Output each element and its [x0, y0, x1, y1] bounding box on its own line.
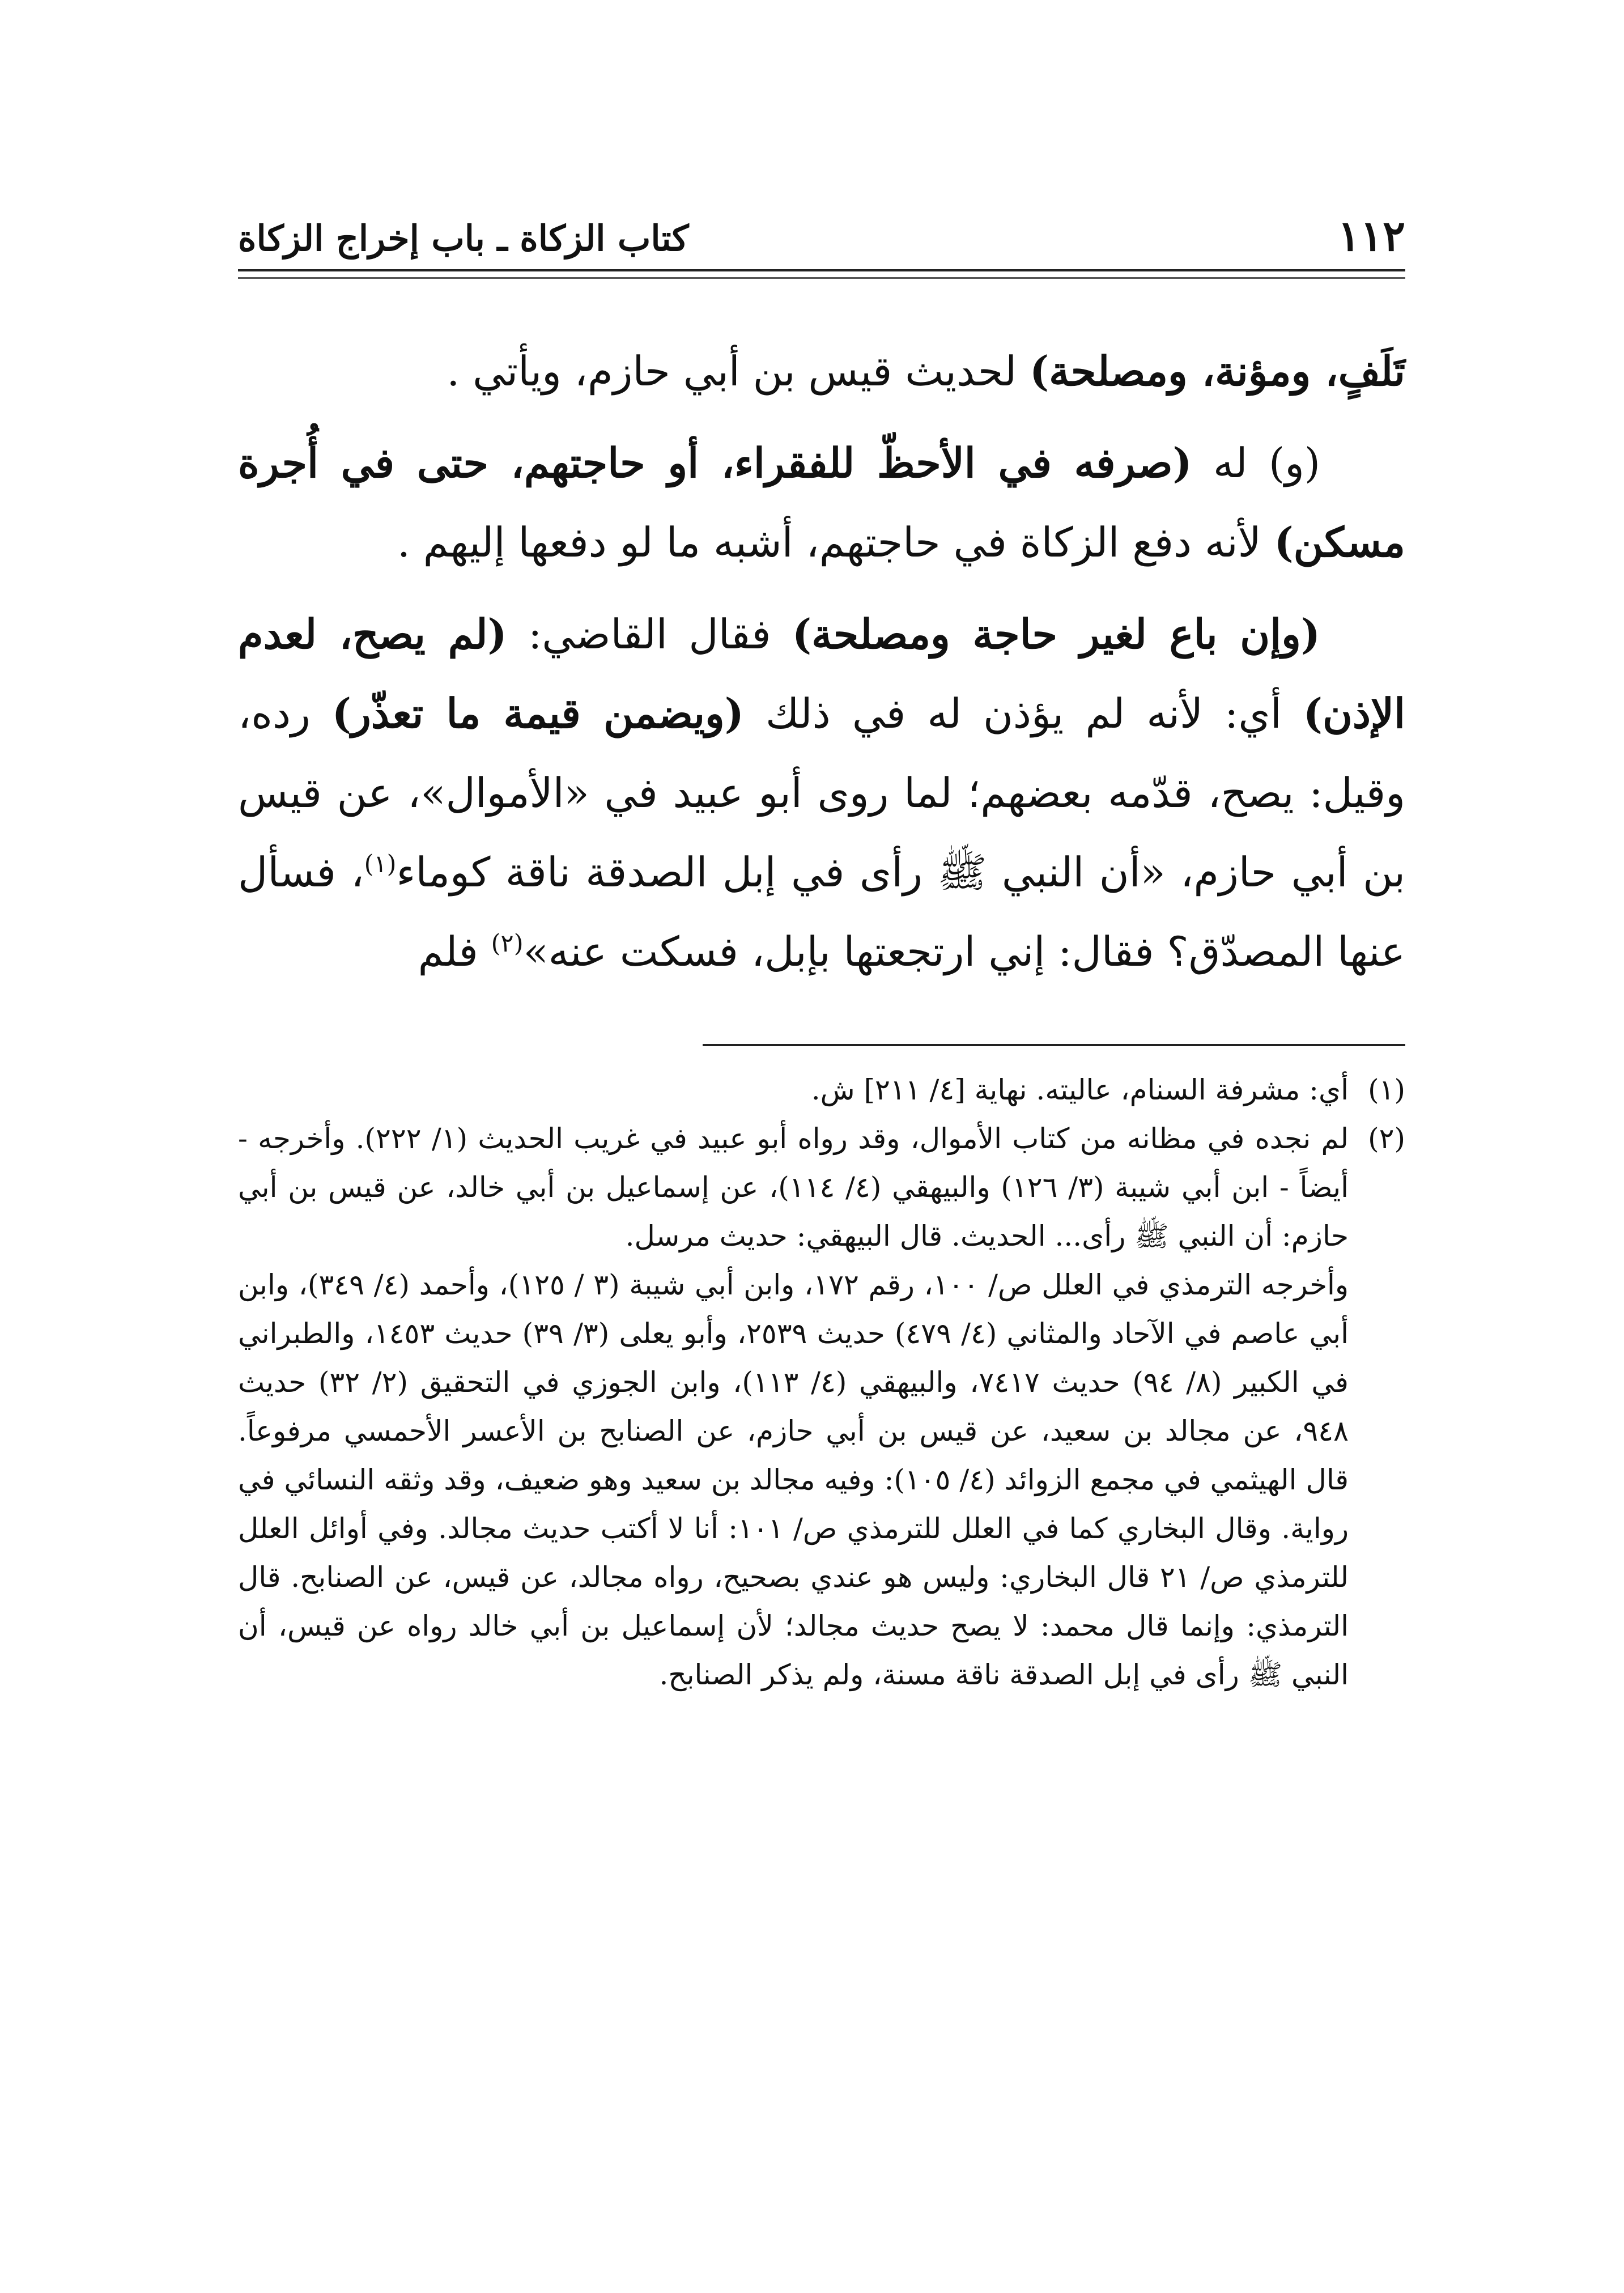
- page-number: ١١٢: [1337, 212, 1405, 261]
- running-title: كتاب الزكاة ـ باب إخراج الزكاة: [238, 218, 689, 259]
- paragraph-2: [238, 423, 1405, 582]
- footnote-ref-2: (٢): [491, 929, 524, 958]
- bold-phrase: (وإن باع لغير حاجة ومصلحة): [792, 610, 1320, 658]
- header-rule: [238, 269, 1405, 279]
- body-text: (و) له: [1192, 439, 1320, 487]
- footnote-ref-1: (١): [364, 850, 397, 878]
- bold-phrase: تَلَفٍ، ومؤنة، ومصلحة): [1030, 347, 1405, 395]
- footnote-2: [238, 1114, 1405, 1699]
- footnote-text: لم نجده في مظانه من كتاب الأموال، وقد رواه أبو عبيد في غريب الحديث (١/ ٢٢٢). وأخرجه - أيضاً - ابن أبي شيبة (٣/ ١٢٦) والبيهقي (٤/ ١١٤)، عن إسماعيل بن أبي خالد، عن قيس بن أبي حازم: أن النبي ﷺ رأى... الحديث. قال البيهقي: حديث مرسل.: [238, 1122, 1349, 1252]
- footnote-text: وأخرجه الترمذي في العلل ص/ ١٠٠، رقم ١٧٢، وابن أبي شيبة (٣ / ١٢٥)، وأحمد (٤/ ٣٤٩)، وابن أبي عاصم في الآحاد والمثاني (٤/ ٤٧٩) حديث ٢٥٣٩، وأبو يعلى (٣/ ٣٩) حديث ١٤٥٣، والطبراني في الكبير (٨/ ٩٤) حديث ٧٤١٧، والبيهقي (٤/ ١١٣)، وابن الجوزي في التحقيق (٢/ ٣٢) حديث ٩٤٨، عن مجالد بن سعيد، عن قيس بن أبي حازم، عن الصنابح بن الأعسر الأحمسي مرفوعاً. قال الهيثمي في مجمع الزوائد (٤/ ١٠٥): وفيه مجالد بن سعيد وهو ضعيف، وقد وثقه النسائي في رواية. وقال البخاري كما في العلل للترمذي ص/ ١٠١: أنا لا أكتب حديث مجالد. وفي أوائل العلل للترمذي ص/ ٢١ قال البخاري: وليس هو عندي بصحيح، رواه مجالد، عن قيس، عن الصنابح. قال الترمذي: وإنما قال محمد: لا يصح حديث مجالد؛ لأن إسماعيل بن أبي خالد رواه عن قيس، أن النبي ﷺ رأى في إبل الصدقة ناقة مسنة، ولم يذكر الصنابح.: [238, 1268, 1349, 1691]
- footnote-1: [238, 1065, 1405, 1114]
- footnote-number: (٢): [1368, 1122, 1405, 1155]
- footnote-text: أي: مشرفة السنام، عاليته. نهاية [٤/ ٢١١] ش.: [811, 1073, 1349, 1106]
- footnote-body: [238, 1065, 1349, 1114]
- body-text: لحديث قيس بن أبي حازم، ويأتي .: [447, 347, 1030, 395]
- body-text: فقال القاضي:: [507, 610, 793, 658]
- bold-phrase: (ويضمن قيمة ما تعذّر): [331, 689, 744, 737]
- bold-phrase: (لم يصح، لعدم الإذن): [238, 610, 1405, 737]
- paragraph-3: [238, 595, 1405, 991]
- page-header: [238, 211, 1405, 262]
- main-text: [238, 332, 1405, 1004]
- paragraph-1: [238, 332, 1405, 411]
- body-text: لأنه دفع الزكاة في حاجتهم، أشبه ما لو دفعها إليهم .: [397, 519, 1274, 566]
- footnote-body: [238, 1114, 1349, 1699]
- body-text: رده، وقيل: يصح، قدّمه بعضهم؛ لما روى أبو عبيد في «الأموال»، عن قيس بن أبي حازم، «أن النبي ﷺ رأى في إبل الصدقة ناقة كوماء: [238, 690, 1405, 896]
- footnote-rule: [703, 1044, 1405, 1046]
- bold-phrase: (صرفه في الأحظّ للفقراء، أو حاجتهم، حتى في أُجرة مسكن): [238, 439, 1405, 566]
- body-text: أي: لأنه لم يؤذن له في ذلك: [743, 690, 1303, 737]
- body-text: فلم: [418, 928, 491, 975]
- footnotes: [238, 1065, 1405, 1699]
- body-text: ، فسأل عنها المصدّق؟ فقال: إني ارتجعتها بإبل، فسكت عنه»: [238, 848, 1405, 975]
- footnote-number: (١): [1368, 1073, 1405, 1106]
